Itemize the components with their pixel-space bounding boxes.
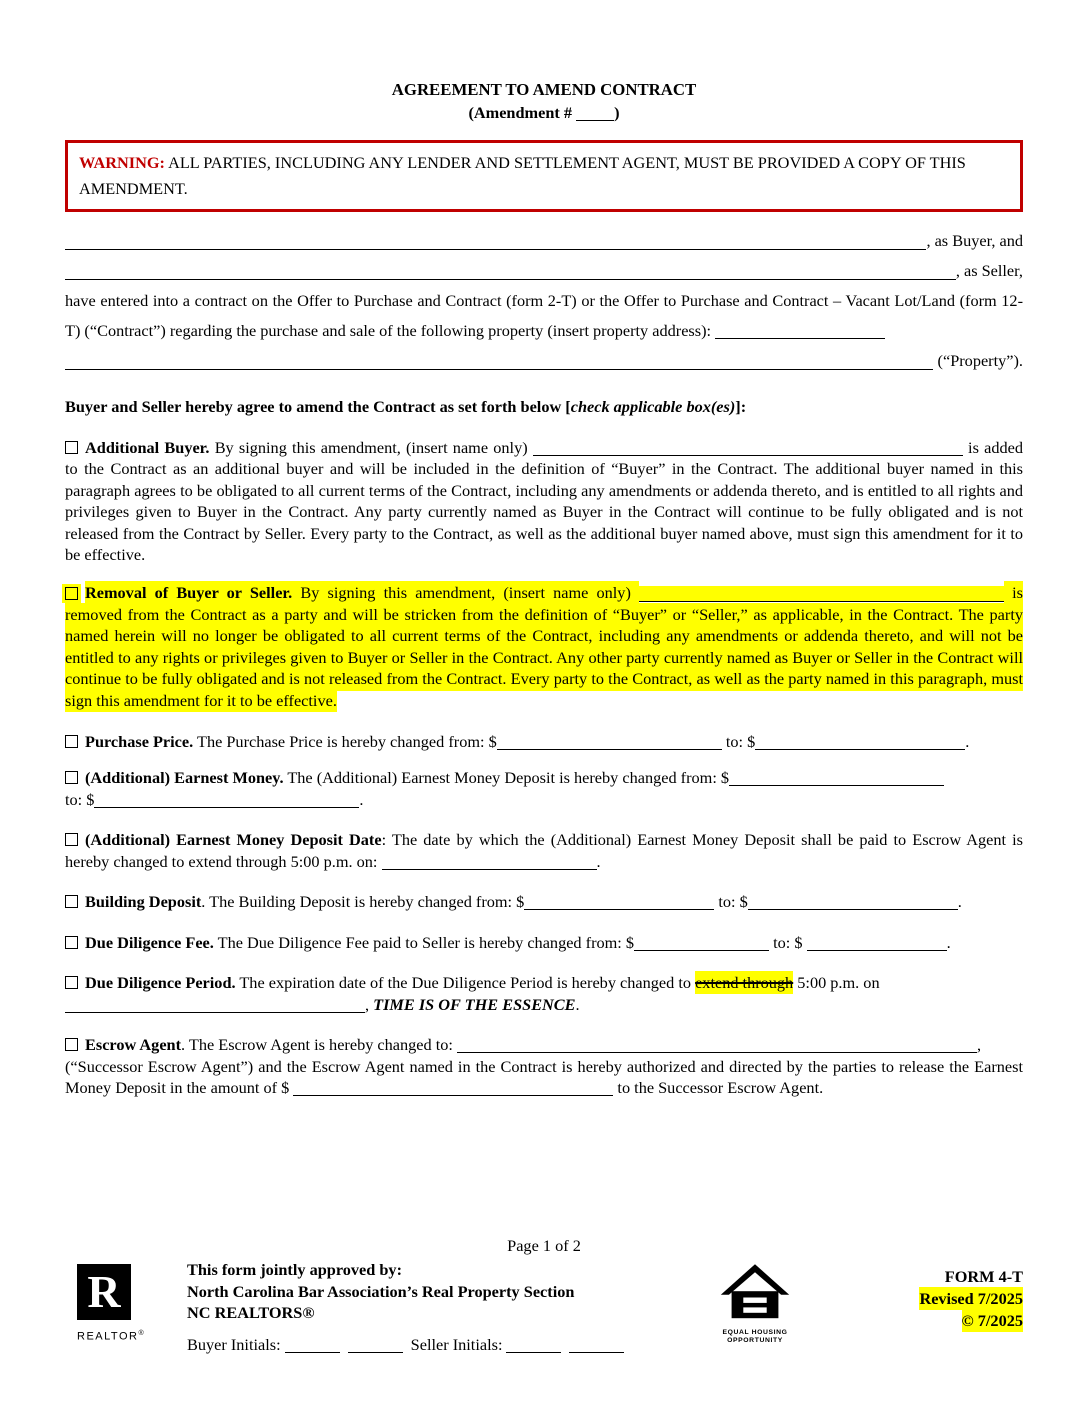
text-run: (Amendment # xyxy=(468,103,577,122)
seller-initials-blank-1[interactable] xyxy=(506,1338,561,1353)
registered-mark: ® xyxy=(138,1330,146,1337)
text-run: Escrow Agent xyxy=(85,1035,182,1054)
purchase-price-from-blank[interactable] xyxy=(497,734,722,750)
text-run: The Purchase Price is hereby changed from: $ xyxy=(193,731,497,751)
checkbox-icon[interactable] xyxy=(65,441,78,454)
checkbox-icon[interactable] xyxy=(65,771,78,784)
realtor-word: REALTOR xyxy=(77,1330,139,1343)
footer xyxy=(65,1262,1023,1384)
text-run: ALL PARTIES, INCLUDING ANY LENDER AND SETTLEMENT AGENT, MUST BE PROVIDED A COPY OF THIS AMENDMENT. xyxy=(79,153,966,198)
text-run: Removal of Buyer or Seller. xyxy=(85,581,292,604)
text-run: have entered into a contract on the Offer to Purchase and Contract (form 2-T) or the Offer to Purchase and Contract – Vacant Lot/Land (form 12-T) (“Contract”) regarding the purchase and sale of the following property (insert property address): xyxy=(65,291,1023,340)
text-run: . The Building Deposit is hereby changed from: $ xyxy=(201,892,525,911)
dd-fee-from-blank[interactable] xyxy=(634,935,769,951)
text-run: . xyxy=(575,994,580,1014)
removal-name-blank[interactable] xyxy=(639,586,1004,602)
equal-housing-house-icon xyxy=(719,1264,791,1322)
checkbox-icon[interactable] xyxy=(65,833,78,846)
contract-intro-paragraph xyxy=(65,286,1023,346)
buyer-line-suffix: , as Buyer, and xyxy=(926,231,1023,250)
text-run: WARNING: xyxy=(79,153,165,172)
warning-text xyxy=(79,150,1009,202)
buyer-initials-blank-1[interactable] xyxy=(285,1338,340,1353)
text-run: to the Successor Escrow Agent. xyxy=(613,1078,824,1097)
building-deposit-to-blank[interactable] xyxy=(748,894,958,910)
text-run: . xyxy=(359,789,364,809)
text-run: . xyxy=(596,851,601,871)
earnest-money-from-blank[interactable] xyxy=(729,770,944,786)
seller-initials-label: Seller Initials: xyxy=(406,1335,503,1354)
text-run: to: $ xyxy=(721,731,756,751)
text-run: . xyxy=(957,892,962,911)
form-revised-text: Revised 7/2025 xyxy=(919,1287,1023,1310)
text-run: By signing this amendment, (insert name only) xyxy=(292,581,639,604)
seller-line-suffix: , as Seller, xyxy=(955,261,1023,280)
dd-fee-to-blank[interactable] xyxy=(807,935,947,951)
realtor-logo xyxy=(77,1264,145,1348)
section-purchase-price xyxy=(65,731,1023,753)
property-line-suffix: (“Property”). xyxy=(933,351,1023,370)
text-run: Purchase Price. xyxy=(85,731,194,751)
checkbox-icon[interactable] xyxy=(65,587,78,600)
text-run: (Additional) Earnest Money Deposit Date xyxy=(85,830,382,849)
section-additional-earnest-money xyxy=(65,767,1023,810)
warning-box xyxy=(65,140,1023,212)
buyer-name-line xyxy=(65,226,1023,256)
buyer-name-blank[interactable] xyxy=(65,248,926,250)
jointly-approved-block xyxy=(187,1259,574,1324)
buyer-initials-blank-2[interactable] xyxy=(348,1338,403,1353)
section-building-deposit xyxy=(65,891,1023,913)
text-run: . The Escrow Agent is hereby changed to: xyxy=(181,1035,457,1054)
text-run: The Due Diligence Fee paid to Seller is hereby changed from: $ xyxy=(213,932,635,952)
property-address-blank-2[interactable] xyxy=(65,368,933,370)
form-info-block xyxy=(919,1266,1023,1332)
text-run: is added to the Contract as an additional buyer and will be included in the definition of “Buyer” in the Contract. The additional buyer named in this paragraph agrees to be obligated to all current terms of the Contract, including any amendments or addenda thereto, and is entitled to all rights and privileges given to Buyer in the Contract. Any party currently named as Buyer in the Contract will continue to be fully obligated and is not released from the Contract by Seller. Every party to the Contract, as well as the additional buyer named above, must sign this amendment for it to be effective. xyxy=(65,437,1023,564)
seller-initials-blank-2[interactable] xyxy=(569,1338,624,1353)
section-earnest-money-deposit-date xyxy=(65,829,1023,872)
text-run: Building Deposit xyxy=(85,892,202,911)
document-title: AGREEMENT TO AMEND CONTRACT xyxy=(391,80,697,99)
initials-line xyxy=(187,1334,628,1356)
amendment-number-line xyxy=(65,101,1023,124)
approved-line-1: This form jointly approved by: xyxy=(187,1260,402,1279)
text-run: , xyxy=(365,994,374,1014)
text-run: is removed from the Contract as a party and will be stricken from the definition of “Buyer” or “Seller,” as applicable, in the Contract. The party named herein will no longer be obligated to all current terms of the Contract, including any amendments or addenda thereto, and will not be entitled to any rights or privileges given to Buyer or Seller in the Contract. Any other party currently named as Buyer or Seller in the Contract will continue to be fully obligated and is not released from the Contract. Every party to the Contract, as well as the party named in this paragraph, must sign this amendment for it to be effective. xyxy=(65,581,1023,712)
dd-period-date-blank[interactable] xyxy=(65,997,365,1013)
section-due-diligence-period xyxy=(65,972,1023,1015)
checkbox-icon[interactable] xyxy=(65,735,78,748)
checkbox-icon[interactable] xyxy=(65,1038,78,1051)
form-number xyxy=(919,1266,1023,1288)
seller-name-blank[interactable] xyxy=(65,278,956,280)
agree-statement xyxy=(65,396,1023,418)
realtor-logo-label xyxy=(77,1323,145,1348)
escrow-amount-blank[interactable] xyxy=(293,1080,613,1096)
checkbox-icon[interactable] xyxy=(65,936,78,949)
text-run: TIME IS OF THE ESSENCE xyxy=(373,994,576,1014)
form-copyright-text: © 7/2025 xyxy=(962,1309,1023,1332)
checkbox-icon[interactable] xyxy=(65,895,78,908)
equal-housing-logo xyxy=(707,1264,803,1346)
approved-line-2: North Carolina Bar Association’s Real Property Section xyxy=(187,1281,575,1301)
realtor-logo-letter: R xyxy=(87,1266,121,1318)
text-run: Additional Buyer. xyxy=(85,437,210,457)
emd-date-blank[interactable] xyxy=(382,854,597,870)
text-run: to: $ xyxy=(769,932,807,952)
text-run: to: $ xyxy=(714,892,748,911)
amendment-number-blank[interactable] xyxy=(576,105,614,121)
building-deposit-from-blank[interactable] xyxy=(524,894,714,910)
text-run: 5:00 p.m. on xyxy=(793,973,880,992)
text-run: : The date by which the (Additional) Earnest Money Deposit shall be paid to Escrow Agent is hereby changed to extend through 5:00 p.m. on: xyxy=(65,830,1023,871)
earnest-money-to-blank[interactable] xyxy=(94,792,359,808)
text-run: The (Additional) Earnest Money Deposit is hereby changed from: $ xyxy=(283,768,730,787)
text-run: ]: xyxy=(735,397,747,416)
escrow-agent-name-blank[interactable] xyxy=(457,1037,977,1053)
text-run: . xyxy=(946,932,951,952)
section-due-diligence-fee xyxy=(65,932,1023,954)
section-removal-of-buyer-or-seller xyxy=(65,583,1023,712)
form-number-text: FORM 4-T xyxy=(944,1267,1023,1286)
page-number: Page 1 of 2 xyxy=(507,1235,581,1255)
form-revised xyxy=(919,1288,1023,1310)
purchase-price-to-blank[interactable] xyxy=(755,734,965,750)
text-run: (Additional) Earnest Money. xyxy=(85,768,284,787)
text-run: extend through xyxy=(695,971,793,994)
checkbox-icon[interactable] xyxy=(65,976,78,989)
property-line xyxy=(65,346,1023,376)
text-run: to: $ xyxy=(65,789,95,809)
equal-housing-label xyxy=(707,1329,803,1346)
section-additional-buyer xyxy=(65,437,1023,566)
text-run: , xyxy=(977,1035,982,1054)
approved-line-3: NC REALTORS® xyxy=(187,1303,315,1322)
section-escrow-agent xyxy=(65,1034,1023,1099)
buyer-initials-label: Buyer Initials: xyxy=(187,1335,281,1354)
text-run: Due Diligence Fee. xyxy=(85,932,214,952)
text-run: ) xyxy=(614,103,620,122)
property-address-blank[interactable] xyxy=(715,323,885,339)
text-run: check applicable box(es) xyxy=(570,397,736,416)
equal-housing-line2: OPPORTUNITY xyxy=(727,1337,783,1344)
text-run: Buyer and Seller hereby agree to amend the Contract as set forth below [ xyxy=(65,397,571,416)
text-run: (“Successor Escrow Agent”) and the Escrow Agent named in the Contract is hereby authorized and directed by the parties to release the Earnest Money Deposit in the amount of $ xyxy=(65,1056,1023,1097)
additional-buyer-name-blank[interactable] xyxy=(533,440,963,456)
text-run: Due Diligence Period. xyxy=(85,973,236,992)
equal-housing-line1: EQUAL HOUSING xyxy=(722,1328,788,1336)
realtor-logo-icon xyxy=(77,1264,131,1320)
text-run: By signing this amendment, (insert name only) xyxy=(209,437,533,457)
text-run: The expiration date of the Due Diligence Period is hereby changed to xyxy=(235,973,696,992)
seller-name-line xyxy=(65,256,1023,286)
form-copyright xyxy=(919,1310,1023,1332)
text-run: . xyxy=(965,731,970,751)
intro-section xyxy=(65,226,1023,376)
spacer xyxy=(0,1099,1088,1235)
